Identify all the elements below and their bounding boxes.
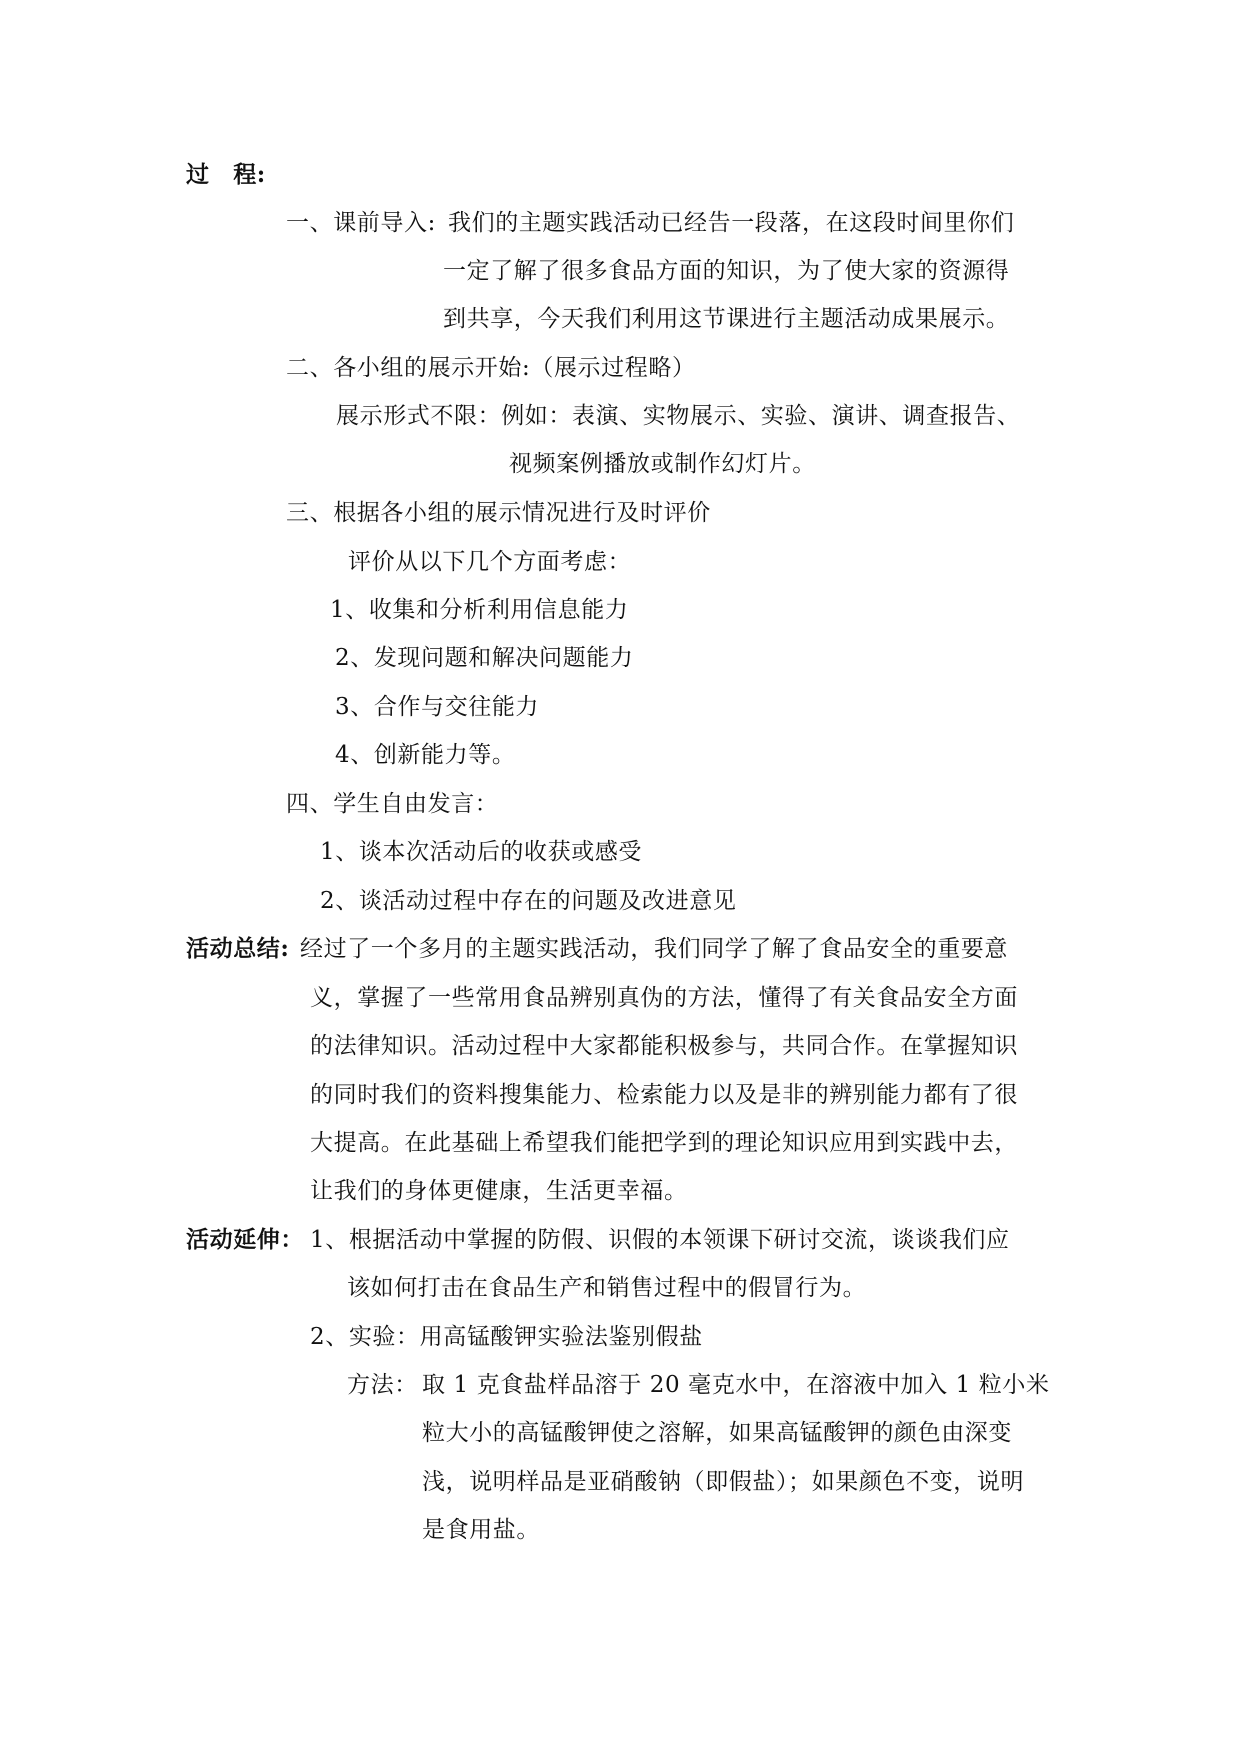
section-1-line-2: 一定了解了很多食品方面的知识，为了使大家的资源得 <box>443 258 1010 284</box>
section-1-line-3: 到共享，今天我们利用这节课进行主题活动成果展示。 <box>443 306 1010 332</box>
process-heading: 过 程: <box>186 161 266 188</box>
summary-line-4: 的同时我们的资料搜集能力、检索能力以及是非的辨别能力都有了很 <box>310 1082 1018 1108</box>
criteria-item-4: 4、创新能力等。 <box>335 742 516 768</box>
extension-item-1-line-2: 该如何打击在食品生产和销售过程中的假冒行为。 <box>347 1275 867 1301</box>
method-line-4: 是食用盐。 <box>422 1517 540 1543</box>
method-line-2: 粒大小的高锰酸钾使之溶解，如果高锰酸钾的颜色由深变 <box>422 1420 1012 1446</box>
speech-item-2: 2、谈活动过程中存在的问题及改进意见 <box>320 888 737 914</box>
criteria-item-3: 3、合作与交往能力 <box>335 694 540 720</box>
section-4-label: 四、学生自由发言： <box>286 791 499 817</box>
method-line-3: 浅，说明样品是亚硝酸钠（即假盐）；如果颜色不变，说明 <box>422 1469 1025 1495</box>
summary-line-5: 大提高。在此基础上希望我们能把学到的理论知识应用到实践中去， <box>310 1130 1018 1156</box>
section-1-line-1: 我们的主题实践活动已经告一段落，在这段时间里你们 <box>448 210 1015 236</box>
summary-line-2: 义，掌握了一些常用食品辨别真伪的方法，懂得了有关食品安全方面 <box>310 985 1018 1011</box>
summary-line-1: 经过了一个多月的主题实践活动，我们同学了解了食品安全的重要意 <box>300 936 1008 962</box>
extension-item-2: 2、实验：用高锰酸钾实验法鉴别假盐 <box>310 1324 703 1350</box>
section-2-label: 二、各小组的展示开始:（展示过程略） <box>286 355 696 381</box>
section-3-intro: 评价从以下几个方面考虑： <box>348 549 632 575</box>
summary-line-6: 让我们的身体更健康，生活更幸福。 <box>310 1178 688 1204</box>
method-line-1: 取 1 克食盐样品溶于 20 毫克水中，在溶液中加入 1 粒小米 <box>422 1372 1050 1398</box>
extension-item-1-line-1: 1、根据活动中掌握的防假、识假的本领课下研讨交流，谈谈我们应 <box>310 1227 1010 1253</box>
method-label: 方法： <box>347 1372 418 1398</box>
extension-label: 活动延伸： <box>186 1226 304 1253</box>
speech-item-1: 1、谈本次活动后的收获或感受 <box>320 839 643 865</box>
criteria-item-1: 1、收集和分析利用信息能力 <box>330 597 629 623</box>
summary-label: 活动总结: <box>186 935 290 962</box>
section-2-line-1: 展示形式不限：例如：表演、实物展示、实验、演讲、调查报告、 <box>336 403 1021 429</box>
criteria-item-2: 2、发现问题和解决问题能力 <box>335 645 634 671</box>
summary-line-3: 的法律知识。活动过程中大家都能积极参与，共同合作。在掌握知识 <box>310 1033 1018 1059</box>
section-2-line-2: 视频案例播放或制作幻灯片。 <box>509 451 816 477</box>
section-1-label: 一、课前导入: <box>286 210 436 236</box>
section-3-label: 三、根据各小组的展示情况进行及时评价 <box>286 500 711 526</box>
